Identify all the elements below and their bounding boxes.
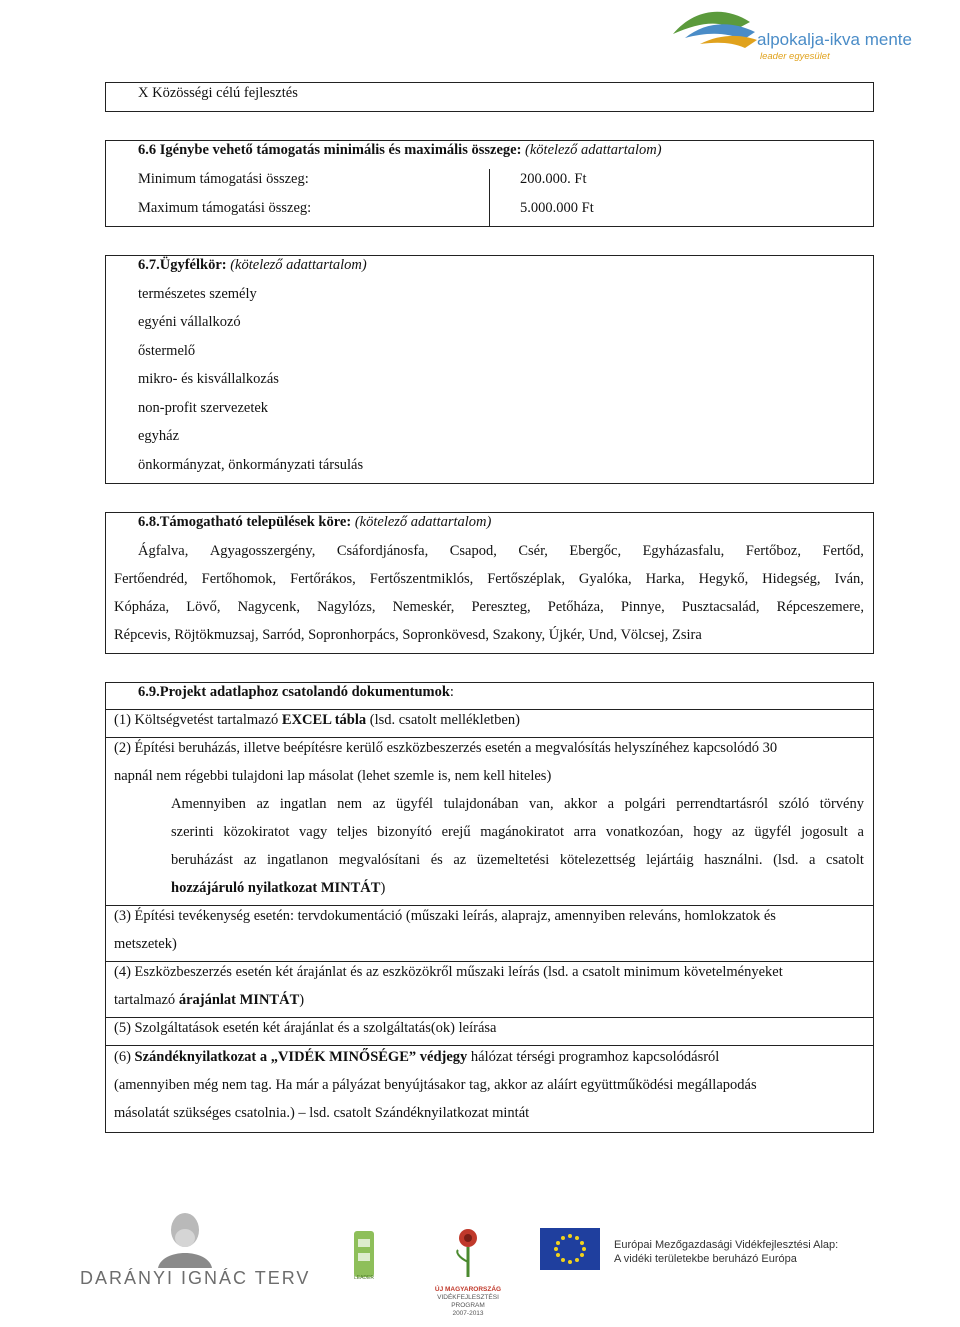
- eu-flag: [540, 1228, 600, 1270]
- doc-row-4-line-1: (4) Eszközbeszerzés esetén két árajánlat és az eszközökről műszaki leírás (lsd. a csatolt minimum követelményeket: [114, 964, 783, 980]
- umvp-text: [428, 1286, 508, 1318]
- settlements-line-1: [138, 543, 864, 560]
- template-link-bold: árajánlat MINTÁT: [178, 992, 300, 1008]
- section-6-8-heading: [138, 514, 491, 531]
- word: (lsd.: [773, 852, 799, 868]
- word: akkor: [564, 796, 598, 812]
- word: ): [299, 992, 305, 1008]
- daranyi-portrait: [150, 1208, 220, 1268]
- settlement-name: Hegykő,: [698, 571, 749, 587]
- section-6-9-number: 6.9.: [138, 684, 160, 700]
- word: szóló: [778, 796, 810, 812]
- word: az: [372, 796, 386, 812]
- section-6-8-note: (kötelező adattartalom): [354, 514, 492, 530]
- word: törvény: [819, 796, 864, 812]
- word: van,: [529, 796, 554, 812]
- settlement-name: Fertőboz,: [745, 543, 801, 559]
- section-6-7-heading: [138, 257, 367, 274]
- doc-row-5: (5) Szolgáltatások esetén két árajánlat és a szolgáltatás(ok) leírása: [114, 1020, 497, 1036]
- settlements-line-2: [114, 571, 864, 588]
- section-6-6-heading: [138, 142, 662, 159]
- word: üzemeltetési: [476, 852, 550, 868]
- word: ): [380, 880, 386, 896]
- word: teljes: [336, 824, 368, 840]
- settlement-name: Fertőhomok,: [201, 571, 277, 587]
- settlement-name: Csér,: [518, 543, 548, 559]
- section-6-9-heading: [138, 684, 454, 701]
- word: kötelezettség: [559, 852, 636, 868]
- word: az: [453, 852, 467, 868]
- client-type-item: természetes személy: [138, 286, 257, 302]
- word: ügyfél: [396, 796, 434, 812]
- section-6-7-number: 6.7.: [138, 257, 160, 273]
- settlement-name: Csáfordjánosfa,: [336, 543, 429, 559]
- client-type-item: önkormányzat, önkormányzati társulás: [138, 457, 364, 473]
- section-x-text: X Közösségi célú fejlesztés: [138, 85, 298, 101]
- word: szerinti: [171, 824, 214, 840]
- doc-row-1-text: (1) Költségvetést tartalmazó: [114, 712, 282, 728]
- logo-subtitle: leader egyesület: [760, 51, 830, 62]
- settlement-name: Pereszteg,: [471, 599, 531, 615]
- section-6-6-number: 6.6: [138, 142, 157, 158]
- word: ingatlanon: [267, 852, 329, 868]
- word: perrendtartásról: [676, 796, 769, 812]
- settlement-name: Petőháza,: [547, 599, 604, 615]
- word: ingatlan: [279, 796, 327, 812]
- portrait-icon: [150, 1208, 220, 1268]
- daranyi-logo-text: DARÁNYI IGNÁC TERV: [80, 1268, 311, 1288]
- word: arra: [573, 824, 597, 840]
- doc-row-2-sub-3: [171, 852, 864, 869]
- flower-icon: [448, 1222, 488, 1282]
- word: tartalmazó: [114, 992, 179, 1008]
- settlement-name: Fertőszentmiklós,: [369, 571, 474, 587]
- doc-row-2-line-2: napnál nem régebbi tulajdoni lap másolat (lehet szemle is, nem kell hiteles): [114, 768, 552, 784]
- section-6-9-colon: :: [449, 684, 454, 700]
- doc-row-4-line-2: [114, 992, 304, 1009]
- min-amount-label: Minimum támogatási összeg:: [138, 171, 309, 187]
- doc-row-2-sub-4: [171, 880, 385, 897]
- word: vagy: [299, 824, 328, 840]
- word: ügyfél: [754, 824, 792, 840]
- doc-row-2-line-1: (2) Építési beruházás, illetve beépítésre kerülő eszközbeszerzés esetén a megvalósítás helyszínéhez kapcsolódó 30: [114, 740, 778, 756]
- word: Amennyiben: [171, 796, 246, 812]
- word: tulajdonában: [443, 796, 519, 812]
- settlement-name: Pinnye,: [620, 599, 665, 615]
- settlement-name: Répceszemere,: [776, 599, 864, 615]
- section-6-8-title: Támogatható települések köre:: [159, 514, 352, 530]
- eu-fund-line-1: Európai Mezőgazdasági Vidékfejlesztési Alap:: [614, 1239, 839, 1251]
- doc-row-3-line-2: metszetek): [114, 936, 177, 952]
- doc-row-1-tail: (lsd. csatolt mellékletben): [366, 712, 520, 728]
- word: vonatkozóan,: [605, 824, 684, 840]
- settlement-name: Iván,: [834, 571, 864, 587]
- client-type-item: non-profit szervezetek: [138, 400, 269, 416]
- section-6-7-title: Ügyfélkör:: [159, 257, 227, 273]
- settlement-name: Kópháza,: [114, 599, 170, 615]
- settlement-name: Fertőd,: [822, 543, 864, 559]
- settlement-name: Agyagosszergény,: [209, 543, 316, 559]
- settlement-name: Nagylózs,: [317, 599, 376, 615]
- word: bizonyító: [377, 824, 432, 840]
- client-type-item: egyéni vállalkozó: [138, 314, 241, 330]
- word: hogy: [693, 824, 723, 840]
- word: az: [256, 796, 270, 812]
- word: megvalósítani: [338, 852, 421, 868]
- settlement-name: Fertőendréd,: [114, 571, 188, 587]
- template-link-bold: hozzájáruló nyilatkozat MINTÁT: [171, 880, 381, 896]
- eu-fund-text: [614, 1238, 838, 1266]
- doc-row-6-line-3: másolatát szükséges csatolnia.) – lsd. csatolt Szándéknyilatkozat mintát: [114, 1105, 530, 1121]
- settlement-name: Lövő,: [186, 599, 221, 615]
- word: nem: [337, 796, 363, 812]
- settlement-name: Nagycenk,: [237, 599, 300, 615]
- max-amount-value: 5.000.000 Ft: [520, 200, 594, 216]
- word: és: [430, 852, 443, 868]
- word: beruházást: [171, 852, 233, 868]
- settlement-name: Gyalóka,: [578, 571, 632, 587]
- doc-row-1-bold: EXCEL tábla: [281, 712, 367, 728]
- doc-row-1: [114, 712, 520, 729]
- settlement-name: Harka,: [645, 571, 685, 587]
- doc-row-6-line-2: (amennyiben még nem tag. Ha már a pályázat benyújtásakor tag, akkor az aláírt együttműködési megállapodás: [114, 1077, 757, 1093]
- section-6-6-title: Igénybe vehető támogatás minimális és maximális összege:: [159, 142, 522, 158]
- settlement-name: Fertőszéplak,: [487, 571, 565, 587]
- doc-row-6-line-1: [114, 1049, 719, 1066]
- max-amount-label: Maximum támogatási összeg:: [138, 200, 312, 216]
- settlements-line-4: Répcevis, Röjtökmuzsaj, Sarród, Sopronhorpács, Sopronkövesd, Szakony, Újkér, Und, Völcsej, Zsira: [114, 627, 702, 643]
- settlement-name: Csapod,: [449, 543, 497, 559]
- word: (6): [114, 1049, 135, 1065]
- settlement-name: Nemeskér,: [392, 599, 455, 615]
- settlement-name: Ebergőc,: [569, 543, 622, 559]
- word: közokiratot: [223, 824, 290, 840]
- word: hálózat térségi programhoz kapcsolódásról: [467, 1049, 720, 1065]
- word: erejű: [441, 824, 471, 840]
- settlement-name: Ágfalva,: [138, 543, 189, 559]
- client-type-item: mikro- és kisvállalkozás: [138, 371, 279, 387]
- min-amount-value: 200.000. Ft: [520, 171, 587, 187]
- umvp-logo: [448, 1222, 488, 1282]
- eu-flag-icon: [540, 1228, 600, 1270]
- section-6-6-divider: [489, 169, 490, 227]
- logo-title: alpokalja-ikva mente: [757, 30, 912, 49]
- leader-logo: [350, 1225, 378, 1285]
- eu-fund-line-2: A vidéki területekbe beruházó Európa: [614, 1253, 797, 1265]
- word: a: [607, 796, 615, 812]
- word: lejártáig: [646, 852, 694, 868]
- client-type-item: őstermelő: [138, 343, 196, 359]
- word: a: [857, 824, 864, 840]
- settlement-name: Pusztacsalád,: [681, 599, 760, 615]
- leader-label: LEADER: [353, 1275, 374, 1281]
- word: jogosult: [801, 824, 848, 840]
- word: a: [809, 852, 816, 868]
- word: csatolt: [826, 852, 864, 868]
- settlement-name: Fertőrákos,: [290, 571, 356, 587]
- word: az: [243, 852, 257, 868]
- declaration-bold: Szándéknyilatkozat a „VIDÉK MINŐSÉGE” védjegy: [134, 1049, 468, 1065]
- settlement-name: Hidegség,: [762, 571, 821, 587]
- settlement-name: Egyházasfalu,: [642, 543, 725, 559]
- section-6-9-title: Projekt adatlaphoz csatolandó dokumentumok: [159, 684, 450, 700]
- section-6-7-note: (kötelező adattartalom): [230, 257, 367, 273]
- doc-row-2-sub-1: [171, 796, 864, 813]
- section-6-8-number: 6.8.: [138, 514, 160, 530]
- word: használni.: [704, 852, 763, 868]
- umvp-title: ÚJ MAGYARORSZÁG: [434, 1286, 502, 1293]
- section-6-6-note: (kötelező adattartalom): [525, 142, 662, 158]
- client-type-item: egyház: [138, 428, 180, 444]
- word: az: [731, 824, 745, 840]
- umvp-years: 2007-2013: [452, 1310, 484, 1317]
- doc-row-2-sub-2: [171, 824, 864, 841]
- word: polgári: [624, 796, 666, 812]
- settlements-line-3: [114, 599, 864, 616]
- doc-row-3-line-1: (3) Építési tevékenység esetén: tervdokumentáció (műszaki leírás, alaprajz, amennyiben releváns, homlokzatok és: [114, 908, 776, 924]
- umvp-subtitle: VIDÉKFEJLESZTÉSI PROGRAM: [437, 1294, 499, 1309]
- word: magánokiratot: [480, 824, 564, 840]
